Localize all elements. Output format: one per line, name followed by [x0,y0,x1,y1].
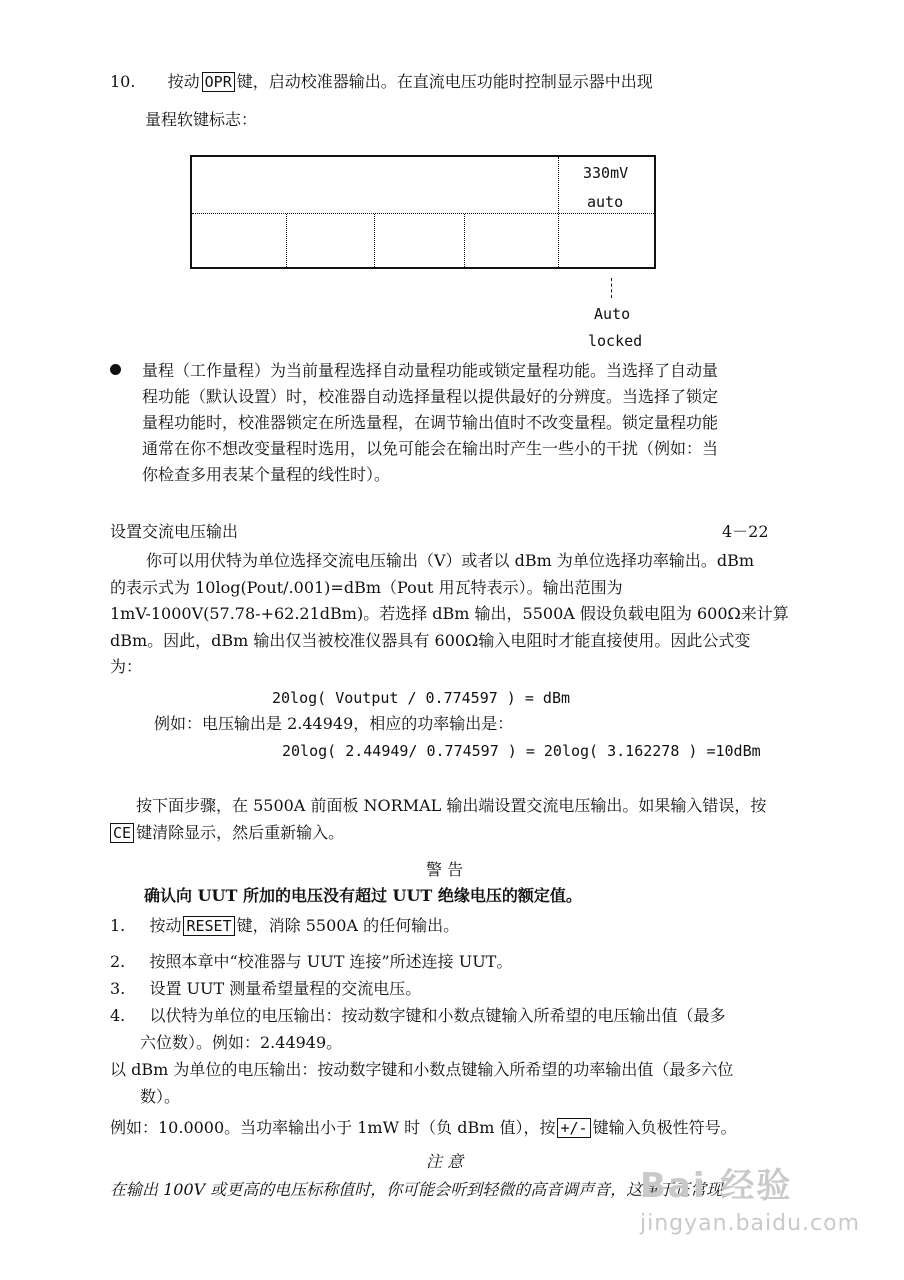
step-text-pre: 按动 [167,72,200,91]
section-title: 设置交流电压输出 [110,522,239,541]
baidu-watermark [640,1158,860,1236]
softkey-mode-label: auto [587,193,624,211]
note-title: 注 意 [426,1152,464,1171]
softkey-leader-line [611,278,612,298]
step-text: 设置 UUT 测量希望量程的交流电压。 [149,979,422,998]
page-number: 4－22 [722,522,769,541]
step-10 [110,72,653,92]
example-text-post: 键输入负极性符号。 [592,1118,737,1137]
intro-paragraph [110,548,789,681]
step-10-line2: 量程软键标志： [145,110,258,129]
procedure-intro-line1: 按下面步骤，在 5500A 前面板 NORMAL 输出端设置交流电压输出。如果输入错误，按 [136,796,767,815]
step-text: 以伏特为单位的电压输出：按动数字键和小数点键输入所希望的电压输出值（最多 [149,1006,726,1025]
step-text-post: 键，消除 5500A 的任何输出。 [236,916,460,935]
paragraph-line: 你检查多用表某个量程的线性时）。 [142,465,391,484]
step-4-line2: 六位数）。例如：2.44949。 [140,1033,343,1052]
example-text-pre: 例如：10.0000。当功率输出小于 1mW 时（负 dBm 值），按 [110,1118,556,1137]
paragraph-line: 程功能（默认设置）时，校准器自动选择量程以提供最好的分辨度。当选择了锁定 [142,387,719,406]
step-1 [110,916,459,936]
softkey-divider [558,157,559,213]
paragraph-line: 量程（工作量程）为当前量程选择自动量程功能或锁定量程功能。当选择了自动量 [142,361,719,380]
display-divider [192,213,654,214]
bullet-paragraph [142,358,718,488]
paragraph-line: dBm。因此，dBm 输出仅当被校准仪器具有 600Ω输入电阻时才能直接使用。因此公式变 [110,630,751,650]
softkey-divider [374,214,375,267]
plus-minus-key: +/- [557,1118,590,1138]
paragraph-line: 1mV-1000V(57.78-+62.21dBm)。若选择 dBm 输出，5500A 假设负载电阻为 600Ω来计算 [110,604,789,623]
step-4 [110,1006,725,1026]
paragraph-line: 的表示式为 10log(Pout/.001)=dBm（Pout 用瓦特表示）。输出范围为 [110,577,623,597]
dbm-paragraph-line2: 数）。 [140,1087,181,1106]
watermark-url: jingyan.baidu.com [640,1211,861,1236]
example-intro: 例如：电压输出是 2.44949，相应的功率输出是： [154,714,514,733]
softkey-divider [464,214,465,267]
dbm-paragraph-line1: 以 dBm 为单位的电压输出：按动数字键和小数点键输入所希望的功率输出值（最多六位 [110,1060,734,1079]
step-number: 2. [110,952,126,971]
paragraph-line: 你可以用伏特为单位选择交流电压输出（V）或者以 dBm 为单位选择功率输出。dBm [146,551,755,570]
softkey-range-label: 330mV [583,164,629,182]
step-text: 按照本章中“校准器与 UUT 连接”所述连接 UUT。 [149,952,513,971]
step-text-post: 键，启动校准器输出。在直流电压功能时控制显示器中出现 [236,72,653,91]
procedure-intro-line2 [110,823,344,843]
softkey-option-auto: Auto [594,305,631,323]
softkey-option-locked: locked [588,332,643,350]
note-text: 在输出 100V 或更高的电压标称值时，你可能会听到轻微的高音调声音，这属于正常现 [110,1180,723,1199]
watermark-logo-text: Bai 经验 [640,1166,793,1206]
softkey-divider [286,214,287,267]
paragraph-line: 量程功能时，校准器锁定在所选量程，在调节输出值时不改变量程。锁定量程功能 [142,413,719,432]
step-number: 1. [110,916,126,935]
ce-key: CE [110,823,134,843]
softkey-divider [558,214,559,267]
opr-key: OPR [202,72,235,92]
reset-key: RESET [183,916,234,936]
paragraph-line: 为： [110,657,143,676]
procedure-intro-line2-text: 键清除显示，然后重新输入。 [136,823,345,842]
step-number: 10. [110,72,136,91]
step-2 [110,952,512,972]
formula-example: 20log( 2.44949/ 0.774597 ) = 20log( 3.162278 ) =10dBm [282,742,761,760]
bullet-icon [110,364,121,375]
paragraph-line: 通常在你不想改变量程时选用，以免可能会在输出时产生一些小的干扰（例如：当 [142,439,719,458]
step-number: 3. [110,979,126,998]
step-text-pre: 按动 [149,916,182,935]
step-3 [110,979,421,999]
warning-title: 警 告 [426,860,464,879]
example-polarity [110,1118,737,1138]
formula-dbm: 20log( Voutput / 0.774597 ) = dBm [272,689,571,707]
step-number: 4. [110,1006,126,1025]
warning-text: 确认向 UUT 所加的电压没有超过 UUT 绝缘电压的额定值。 [144,886,582,905]
